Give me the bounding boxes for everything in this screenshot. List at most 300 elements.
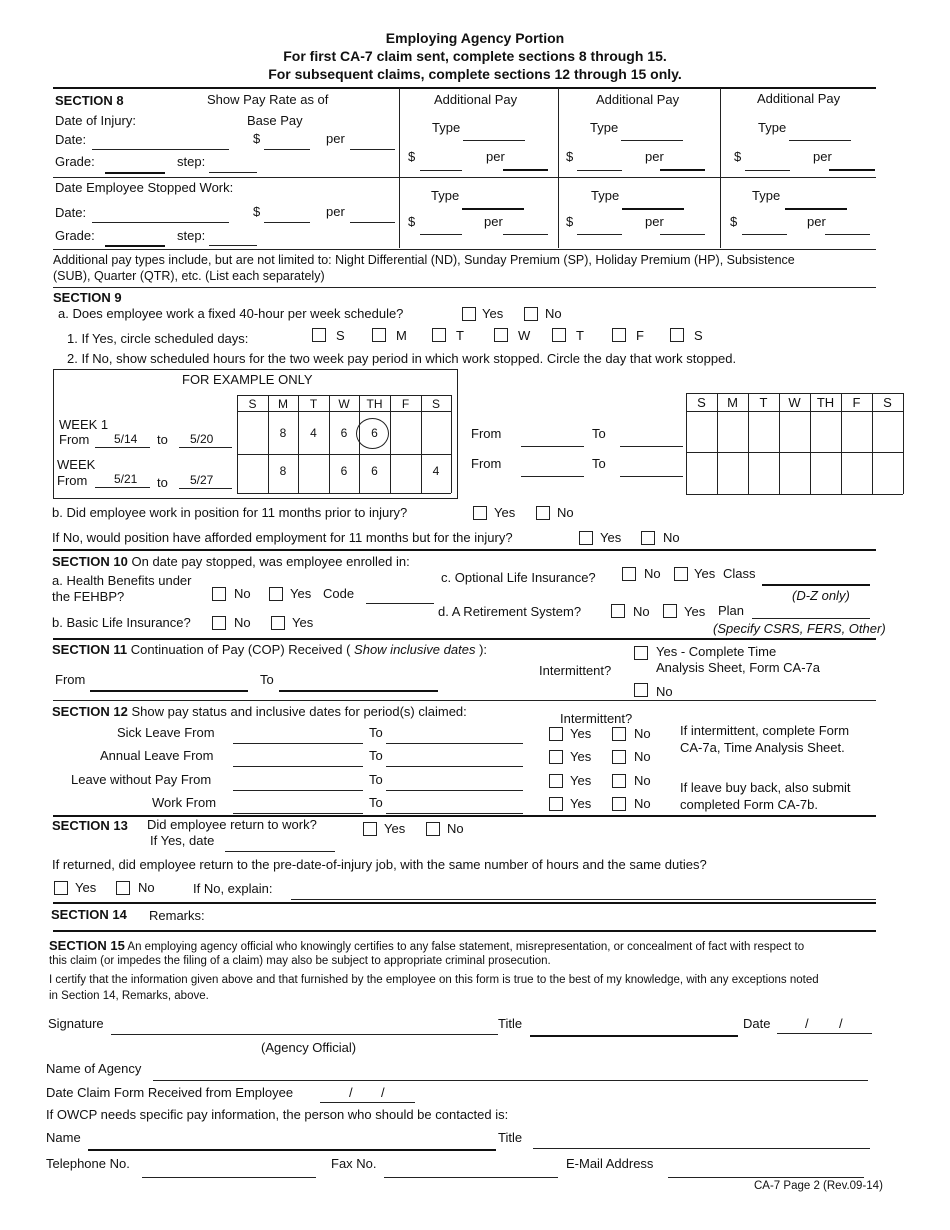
pay-status-from-field[interactable] <box>233 766 363 767</box>
week-1-hours: 6 <box>371 426 378 440</box>
stopped-day-circle <box>356 418 389 449</box>
week-2-from-value: 5/21 <box>114 472 138 486</box>
date-slash: / <box>381 1085 385 1100</box>
example-label: FOR EXAMPLE ONLY <box>182 372 313 387</box>
section-15-warning <box>49 939 804 954</box>
hours-cell[interactable] <box>811 412 841 452</box>
section-15-label: SECTION 15 <box>49 938 125 953</box>
stopped-date-field[interactable] <box>92 222 229 223</box>
yes-label: Yes <box>292 615 314 630</box>
leave-buyback-note-2: completed Form CA-7b. <box>680 797 818 812</box>
additional-pay-note-2: (SUB), Quarter (QTR), etc. (List each separately) <box>53 269 325 283</box>
title-label: Title <box>498 1016 523 1031</box>
to-label: To <box>592 426 606 441</box>
q9a-yes-checkbox[interactable] <box>462 307 476 321</box>
q10a-text: a. Health Benefits under <box>52 573 192 588</box>
grade-field[interactable] <box>105 172 165 174</box>
grid-line <box>686 393 903 394</box>
section-rule <box>53 638 876 640</box>
section-11-italic: Show inclusive dates <box>354 642 476 657</box>
to-label: To <box>260 672 274 687</box>
grid-day-header: F <box>401 397 410 411</box>
no-label: No <box>634 773 651 788</box>
hours-cell[interactable] <box>842 412 872 452</box>
pay-status-from-field[interactable] <box>233 743 363 744</box>
yes-label: Yes <box>600 530 622 545</box>
q10c-no-checkbox[interactable] <box>622 567 636 581</box>
form-footer: CA-7 Page 2 (Rev.09-14) <box>754 1180 883 1192</box>
grid-day-header: W <box>338 397 350 411</box>
divider <box>53 287 876 288</box>
stopped-date-label: Date: <box>55 205 87 220</box>
hours-cell[interactable] <box>780 453 810 494</box>
q13-yes-checkbox[interactable] <box>363 822 377 836</box>
q13b-text: If returned, did employee return to the pre-date-of-injury job, with the same number of hours and the same duties? <box>52 857 707 872</box>
yes-label: Yes <box>570 796 592 811</box>
email-field[interactable] <box>668 1177 864 1178</box>
q10d-text: d. A Retirement System? <box>438 604 582 619</box>
yes-label: Yes <box>684 604 706 619</box>
pay-status-to-field[interactable] <box>386 743 523 744</box>
yes-complete-label: Yes - Complete Time <box>656 644 777 659</box>
plan-label: Plan <box>718 603 745 618</box>
email-label: E-Mail Address <box>566 1156 654 1171</box>
dollar-sign: $ <box>734 149 742 164</box>
divider <box>399 177 876 178</box>
day-label: S <box>336 328 345 343</box>
plan-field[interactable] <box>752 618 870 619</box>
q9b-text: b. Did employee work in position for 11 months prior to injury? <box>52 505 408 520</box>
stopped-work-label: Date Employee Stopped Work: <box>55 180 234 195</box>
hours-cell[interactable] <box>811 453 841 494</box>
q10b-yes-checkbox[interactable] <box>271 616 285 630</box>
section-rule <box>53 902 876 904</box>
return-date-field[interactable] <box>225 851 335 852</box>
stopped-pay-per-field[interactable] <box>350 222 395 223</box>
owcp-contact-text: If OWCP needs specific pay information, the person who should be contacted is: <box>46 1107 509 1122</box>
grid-day-header: S <box>248 397 257 411</box>
stopped-pay-amount-field[interactable] <box>264 222 310 223</box>
telephone-field[interactable] <box>142 1177 316 1178</box>
additional-pay-label: Additional Pay <box>596 92 680 107</box>
to-label: to <box>157 475 168 490</box>
hours-cell[interactable] <box>687 412 717 452</box>
cop-from-field[interactable] <box>90 690 248 692</box>
grid-day-header: F <box>852 395 861 410</box>
leave-buyback-note: If leave buy back, also submit <box>680 780 851 795</box>
pay-status-from-field[interactable] <box>233 790 363 791</box>
week-2-to-value: 5/27 <box>190 473 214 487</box>
q10a-text-2: the FEHBP? <box>52 589 125 604</box>
week-1-hours: 8 <box>279 426 287 440</box>
per-field[interactable] <box>660 234 705 235</box>
dz-note: (D-Z only) <box>792 588 850 603</box>
cop-intermittent-no-checkbox[interactable] <box>634 683 648 697</box>
section-10-text: On date pay stopped, was employee enrolled in: <box>131 554 410 569</box>
pay-status-row-label: Sick Leave From <box>117 725 215 740</box>
section-12-label: SECTION 12 <box>52 704 128 719</box>
grid-line <box>237 493 451 494</box>
per-label: per <box>807 214 826 229</box>
dollar-sign: $ <box>730 214 738 229</box>
amount-field[interactable] <box>577 170 622 171</box>
signature-date-field[interactable] <box>777 1033 872 1034</box>
hours-cell[interactable] <box>718 412 748 452</box>
type-field[interactable] <box>785 208 847 210</box>
grid-day-header: S <box>883 395 892 410</box>
step-label: step: <box>177 228 206 243</box>
underline <box>179 447 232 448</box>
yes-label: Yes <box>75 880 97 895</box>
amount-field[interactable] <box>577 234 622 235</box>
pay-status-row-label: Leave without Pay From <box>71 772 212 787</box>
section-11-close: ): <box>479 642 488 657</box>
analysis-sheet-label: Analysis Sheet, Form CA-7a <box>656 660 821 675</box>
week-1-label: WEEK 1 <box>59 417 109 432</box>
section-15-warning-text: An employing agency official who knowingly certifies to any false statement, misrepresentation, or concealment of fact with respect to <box>127 941 805 953</box>
injury-date-label: Date: <box>55 132 87 147</box>
per-label: per <box>645 214 664 229</box>
if-yes-date-label: If Yes, date <box>150 833 215 848</box>
intermittent-label: Intermittent? <box>539 663 612 678</box>
day-checkbox[interactable] <box>312 328 326 342</box>
day-checkbox[interactable] <box>432 328 446 342</box>
grid-line <box>237 395 451 396</box>
grid-day-header: M <box>278 397 288 411</box>
header-line-3: For subsequent claims, complete sections 12 through 15 only. <box>268 66 682 82</box>
class-field[interactable] <box>762 584 870 586</box>
type-label: Type <box>431 188 460 203</box>
pay-status-to-field[interactable] <box>386 813 523 814</box>
official-title-field[interactable] <box>530 1035 738 1037</box>
q9a-text: a. Does employee work a fixed 40-hour per week schedule? <box>58 306 404 321</box>
pay-status-row-label: Annual Leave From <box>100 748 214 763</box>
week-2-from-field[interactable] <box>521 476 584 477</box>
injury-date-field[interactable] <box>92 149 229 150</box>
yes-label: Yes <box>570 726 592 741</box>
section-8-label: SECTION 8 <box>55 93 124 108</box>
yes-label: Yes <box>694 566 716 581</box>
q9b-yes-checkbox[interactable] <box>473 506 487 520</box>
from-label: From <box>59 432 90 447</box>
explain-field[interactable] <box>291 899 876 900</box>
column-divider <box>558 88 559 248</box>
date-of-injury-label: Date of Injury: <box>55 113 136 128</box>
day-checkbox[interactable] <box>552 328 566 342</box>
hours-cell[interactable] <box>873 453 903 494</box>
q9a-no-checkbox[interactable] <box>524 307 538 321</box>
grid-line <box>237 411 451 412</box>
agency-name-field[interactable] <box>153 1080 868 1081</box>
section-9-label: SECTION 9 <box>53 290 122 305</box>
no-label: No <box>557 505 574 520</box>
intermittent-yes-checkbox[interactable] <box>549 750 563 764</box>
per-field[interactable] <box>503 234 548 235</box>
q10c-yes-checkbox[interactable] <box>674 567 688 581</box>
type-label: Type <box>752 188 781 203</box>
hours-cell[interactable] <box>780 412 810 452</box>
page-title: Employing Agency Portion <box>385 30 565 46</box>
per-label: per <box>326 131 345 146</box>
q13-no-checkbox[interactable] <box>426 822 440 836</box>
grid-line <box>237 454 451 455</box>
from-label: From <box>471 426 502 441</box>
grid-day-header: W <box>788 395 801 410</box>
pay-status-row-label: Work From <box>152 795 217 810</box>
type-field[interactable] <box>462 208 524 210</box>
no-label: No <box>634 796 651 811</box>
hours-cell[interactable] <box>718 453 748 494</box>
q10d-no-checkbox[interactable] <box>611 604 625 618</box>
intermittent-label: Intermittent? <box>560 711 633 726</box>
to-label: To <box>369 772 383 787</box>
section-rule <box>53 549 876 551</box>
divider <box>53 177 399 178</box>
contact-title-field[interactable] <box>533 1148 870 1149</box>
hours-cell[interactable] <box>687 453 717 494</box>
section-11-label: SECTION 11 <box>52 642 128 657</box>
fax-field[interactable] <box>384 1177 558 1178</box>
type-field[interactable] <box>621 140 683 141</box>
no-label: No <box>545 306 562 321</box>
section-13-label: SECTION 13 <box>52 818 128 833</box>
grade-field[interactable] <box>105 245 165 247</box>
underline <box>95 487 150 488</box>
certification-text: I certify that the information given above and that furnished by the employee on this form is true to the best of my knowledge, with any exceptions noted <box>49 974 819 986</box>
per-label: per <box>486 149 505 164</box>
to-label: To <box>369 748 383 763</box>
intermittent-no-checkbox[interactable] <box>612 750 626 764</box>
day-label: S <box>694 328 703 343</box>
date-slash: / <box>805 1016 809 1031</box>
section-11-heading <box>52 643 487 656</box>
day-label: T <box>576 328 584 343</box>
day-checkbox[interactable] <box>612 328 626 342</box>
date-received-label: Date Claim Form Received from Employee <box>46 1085 294 1100</box>
amount-field[interactable] <box>420 234 462 235</box>
per-field[interactable] <box>660 169 705 171</box>
yes-label: Yes <box>384 821 406 836</box>
q9c-yes-checkbox[interactable] <box>579 531 593 545</box>
grid-day-header: M <box>727 395 738 410</box>
additional-pay-label: Additional Pay <box>757 91 841 106</box>
per-field[interactable] <box>829 169 875 171</box>
day-label: W <box>518 328 531 343</box>
explain-label: If No, explain: <box>193 881 273 896</box>
date-received-field[interactable] <box>320 1102 415 1103</box>
title-label: Title <box>498 1130 523 1145</box>
from-label: From <box>57 473 88 488</box>
per-label: per <box>813 149 832 164</box>
per-label: per <box>326 204 345 219</box>
column-divider <box>720 88 721 248</box>
type-field[interactable] <box>789 140 851 141</box>
grid-day-header: TH <box>366 397 383 411</box>
signature-label: Signature <box>48 1016 104 1031</box>
grade-label: Grade: <box>55 154 95 169</box>
no-label: No <box>634 726 651 741</box>
section-10-heading <box>52 555 410 568</box>
dollar-sign: $ <box>566 214 574 229</box>
no-label: No <box>644 566 661 581</box>
yes-label: Yes <box>290 586 312 601</box>
grade-label: Grade: <box>55 228 95 243</box>
dollar-sign: $ <box>408 214 416 229</box>
q9b-no-checkbox[interactable] <box>536 506 550 520</box>
additional-pay-note: Additional pay types include, but are not limited to: Night Differential (ND), Sunday Premium (SP), Holiday Premium (HP), Subsistence <box>53 253 795 267</box>
header-rule <box>53 87 876 89</box>
week-1-hours: 4 <box>310 426 317 440</box>
week-label: WEEK <box>57 457 96 472</box>
per-field[interactable] <box>825 234 870 235</box>
base-pay-amount-field[interactable] <box>264 149 310 150</box>
q9c-no-checkbox[interactable] <box>641 531 655 545</box>
day-checkbox[interactable] <box>494 328 508 342</box>
grid-day-header: TH <box>816 395 835 410</box>
type-field[interactable] <box>463 140 525 141</box>
intermittent-no-checkbox[interactable] <box>612 727 626 741</box>
hours-cell[interactable] <box>842 453 872 494</box>
step-field[interactable] <box>209 245 257 246</box>
no-label: No <box>234 586 251 601</box>
week-2-to-field[interactable] <box>620 476 683 477</box>
intermittent-yes-checkbox[interactable] <box>549 727 563 741</box>
base-pay-label: Base Pay <box>247 113 303 128</box>
section-rule <box>53 930 876 932</box>
contact-name-field[interactable] <box>88 1149 496 1151</box>
week-1-from-value: 5/14 <box>114 432 138 446</box>
hours-cell[interactable] <box>749 412 779 452</box>
week-2-hours: 6 <box>340 464 348 478</box>
amount-field[interactable] <box>745 170 790 171</box>
q10a-no-checkbox[interactable] <box>212 587 226 601</box>
code-field[interactable] <box>366 603 434 604</box>
week-1-to-field[interactable] <box>620 446 683 447</box>
type-label: Type <box>432 120 461 135</box>
day-label: F <box>636 328 644 343</box>
q13-text: Did employee return to work? <box>147 817 317 832</box>
week-2-hours: 6 <box>371 464 378 478</box>
from-label: From <box>471 456 502 471</box>
hours-cell[interactable] <box>873 412 903 452</box>
no-label: No <box>633 604 650 619</box>
day-label: T <box>456 328 464 343</box>
signature-field[interactable] <box>111 1034 498 1035</box>
intermittent-note: If intermittent, complete Form <box>680 723 850 738</box>
week-2-hours: 8 <box>279 464 287 478</box>
class-label: Class <box>723 566 756 581</box>
grid-day-header: T <box>309 397 318 411</box>
no-label: No <box>656 684 673 699</box>
certification-text-2: in Section 14, Remarks, above. <box>49 990 209 1002</box>
intermittent-no-checkbox[interactable] <box>612 797 626 811</box>
fax-label: Fax No. <box>331 1156 377 1171</box>
underline <box>179 488 232 489</box>
date-slash: / <box>349 1085 353 1100</box>
q10b-text: b. Basic Life Insurance? <box>52 615 191 630</box>
agency-official-label: (Agency Official) <box>261 1040 357 1055</box>
to-label: to <box>157 432 168 447</box>
step-label: step: <box>177 154 206 169</box>
q10b-no-checkbox[interactable] <box>212 616 226 630</box>
to-label: To <box>592 456 606 471</box>
cop-to-field[interactable] <box>279 690 438 692</box>
grid-line <box>903 393 904 494</box>
section-12-text: Show pay status and inclusive dates for period(s) claimed: <box>131 704 467 719</box>
show-pay-label: Show Pay Rate as of <box>207 92 329 107</box>
per-field[interactable] <box>503 169 548 171</box>
q9-1-text: 1. If Yes, circle scheduled days: <box>67 331 249 346</box>
dollar-sign: $ <box>566 149 574 164</box>
section-11-text: Continuation of Pay (COP) Received ( <box>130 642 351 657</box>
q9c-text: If No, would position have afforded employment for 11 months but for the injury? <box>52 530 513 545</box>
remarks-label: Remarks: <box>149 908 205 923</box>
from-label: From <box>55 672 86 687</box>
per-label: per <box>645 149 664 164</box>
amount-field[interactable] <box>742 234 787 235</box>
week-1-from-field[interactable] <box>521 446 584 447</box>
name-of-agency-label: Name of Agency <box>46 1061 142 1076</box>
intermittent-yes-checkbox[interactable] <box>549 774 563 788</box>
name-label: Name <box>46 1130 81 1145</box>
q13b-yes-checkbox[interactable] <box>54 881 68 895</box>
day-label: M <box>396 328 407 343</box>
grid-day-header: T <box>759 395 768 410</box>
section-rule <box>53 700 876 701</box>
hours-cell[interactable] <box>749 453 779 494</box>
base-pay-per-field[interactable] <box>350 149 395 150</box>
date-slash: / <box>839 1016 843 1031</box>
cop-intermittent-yes-checkbox[interactable] <box>634 646 648 660</box>
additional-pay-label: Additional Pay <box>434 92 518 107</box>
intermittent-yes-checkbox[interactable] <box>549 797 563 811</box>
pay-status-to-field[interactable] <box>386 766 523 767</box>
step-field[interactable] <box>209 172 257 173</box>
pay-status-from-field[interactable] <box>233 813 363 814</box>
underline <box>95 447 150 448</box>
section-15-warning-2: this claim (or impedes the filing of a claim) may also be subject to appropriate criminal prosecution. <box>49 955 551 967</box>
intermittent-no-checkbox[interactable] <box>612 774 626 788</box>
grid-line <box>451 395 452 493</box>
day-checkbox[interactable] <box>372 328 386 342</box>
intermittent-note-2: CA-7a, Time Analysis Sheet. <box>680 740 845 755</box>
dollar-sign: $ <box>253 204 261 219</box>
yes-label: Yes <box>482 306 504 321</box>
column-divider <box>399 88 400 248</box>
per-label: per <box>484 214 503 229</box>
amount-field[interactable] <box>420 170 462 171</box>
q10c-text: c. Optional Life Insurance? <box>441 570 596 585</box>
pay-status-to-field[interactable] <box>386 790 523 791</box>
dollar-sign: $ <box>408 149 416 164</box>
type-field[interactable] <box>622 208 684 210</box>
q9-2-text: 2. If No, show scheduled hours for the two week pay period in which work stopped. Circle the day that work stopped. <box>67 351 737 366</box>
q13b-no-checkbox[interactable] <box>116 881 130 895</box>
week-1-to-value: 5/20 <box>190 432 214 446</box>
type-label: Type <box>591 188 620 203</box>
q10a-yes-checkbox[interactable] <box>269 587 283 601</box>
day-checkbox[interactable] <box>670 328 684 342</box>
type-label: Type <box>590 120 619 135</box>
week-1-hours: 6 <box>340 426 348 440</box>
week-2-hours: 4 <box>432 464 440 478</box>
yes-label: Yes <box>570 749 592 764</box>
specify-note: (Specify CSRS, FERS, Other) <box>713 621 886 636</box>
type-label: Type <box>758 120 787 135</box>
grid-line <box>686 494 903 495</box>
no-label: No <box>663 530 680 545</box>
q10d-yes-checkbox[interactable] <box>663 604 677 618</box>
